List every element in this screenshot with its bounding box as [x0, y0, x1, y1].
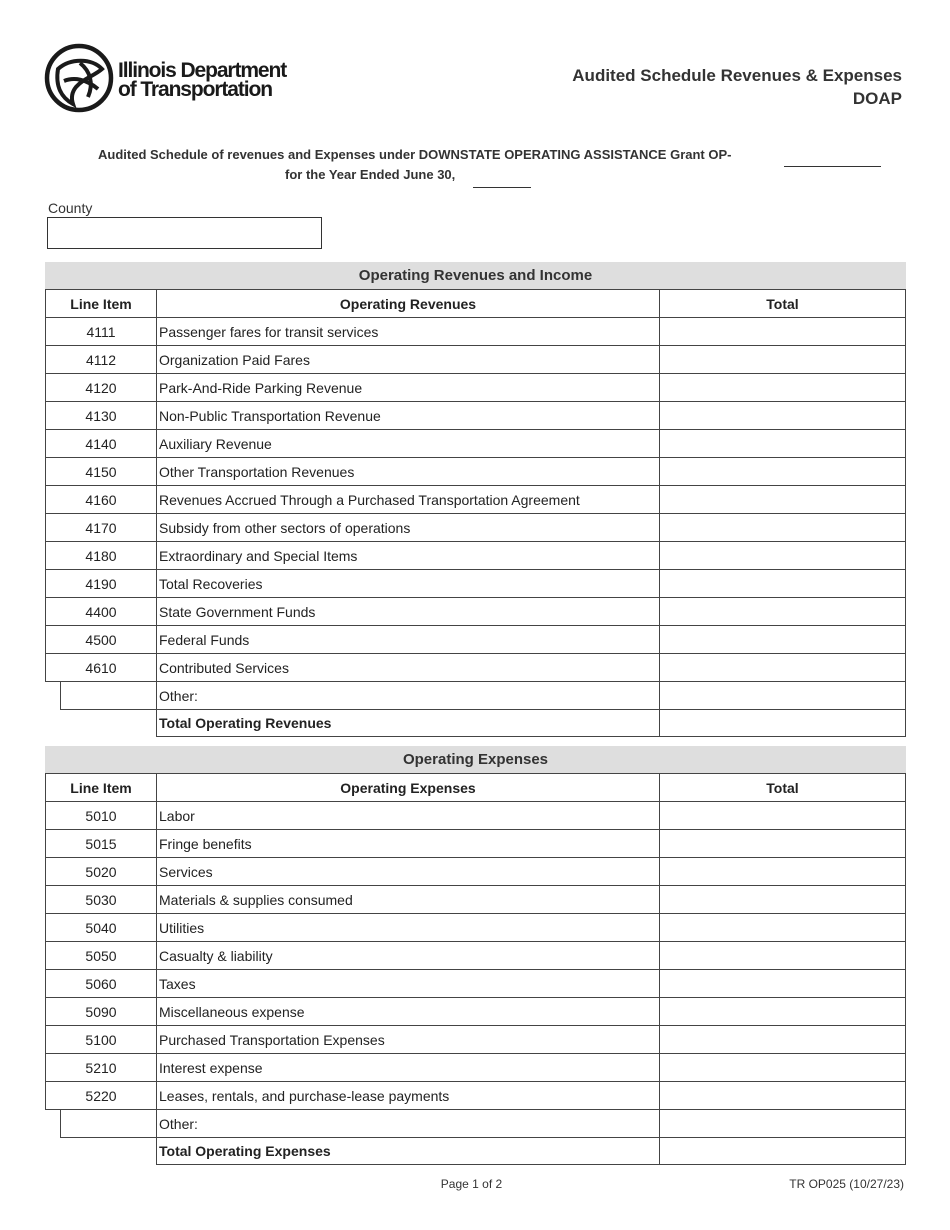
other-code-field[interactable] — [60, 681, 157, 710]
line-item-label: Revenues Accrued Through a Purchased Transportation Agreement — [156, 485, 660, 514]
line-item-total-field[interactable] — [659, 857, 906, 886]
other-total-field[interactable] — [659, 681, 906, 710]
total-header: Total — [659, 773, 906, 802]
line-item-label: State Government Funds — [156, 597, 660, 626]
line-item-code: 5210 — [45, 1053, 157, 1082]
line-item-total-field[interactable] — [659, 1025, 906, 1054]
total-label: Total Operating Revenues — [156, 709, 660, 737]
line-item-header: Line Item — [45, 773, 157, 802]
line-item-code: 4150 — [45, 457, 157, 486]
other-label: Other: — [156, 1109, 660, 1138]
line-item-code: 4111 — [45, 317, 157, 346]
line-item-label: Passenger fares for transit services — [156, 317, 660, 346]
expenses-section-title: Operating Expenses — [45, 746, 906, 773]
line-item-label: Non-Public Transportation Revenue — [156, 401, 660, 430]
line-item-code: 4130 — [45, 401, 157, 430]
year-field[interactable] — [473, 168, 531, 188]
line-item-code: 4180 — [45, 541, 157, 570]
line-item-total-field[interactable] — [659, 429, 906, 458]
line-item-label: Taxes — [156, 969, 660, 998]
description-header: Operating Expenses — [156, 773, 660, 802]
line-item-code: 5010 — [45, 801, 157, 830]
line-item-total-field[interactable] — [659, 801, 906, 830]
form-title-line1: Audited Schedule Revenues & Expenses — [572, 66, 902, 85]
line-item-label: Other Transportation Revenues — [156, 457, 660, 486]
line-item-label: Federal Funds — [156, 625, 660, 654]
line-item-label: Auxiliary Revenue — [156, 429, 660, 458]
other-total-field[interactable] — [659, 1109, 906, 1138]
line-item-label: Miscellaneous expense — [156, 997, 660, 1026]
line-item-label: Contributed Services — [156, 653, 660, 682]
total-header: Total — [659, 289, 906, 318]
line-item-label: Park-And-Ride Parking Revenue — [156, 373, 660, 402]
county-label: County — [48, 200, 93, 216]
form-id: TR OP025 (10/27/23) — [789, 1177, 904, 1191]
grand-total-field[interactable] — [659, 1137, 906, 1165]
line-item-total-field[interactable] — [659, 625, 906, 654]
line-item-code: 5100 — [45, 1025, 157, 1054]
line-item-code: 4112 — [45, 345, 157, 374]
line-item-total-field[interactable] — [659, 457, 906, 486]
line-item-total-field[interactable] — [659, 997, 906, 1026]
line-item-total-field[interactable] — [659, 513, 906, 542]
county-field[interactable] — [47, 217, 322, 249]
line-item-total-field[interactable] — [659, 401, 906, 430]
line-item-code: 5060 — [45, 969, 157, 998]
grant-number-field[interactable] — [784, 148, 881, 167]
line-item-total-field[interactable] — [659, 345, 906, 374]
line-item-total-field[interactable] — [659, 913, 906, 942]
line-item-header: Line Item — [45, 289, 157, 318]
line-item-total-field[interactable] — [659, 597, 906, 626]
line-item-label: Fringe benefits — [156, 829, 660, 858]
line-item-total-field[interactable] — [659, 373, 906, 402]
line-item-label: Leases, rentals, and purchase-lease payments — [156, 1081, 660, 1110]
line-item-total-field[interactable] — [659, 885, 906, 914]
line-item-total-field[interactable] — [659, 569, 906, 598]
line-item-label: Interest expense — [156, 1053, 660, 1082]
line-item-code: 5020 — [45, 857, 157, 886]
form-title-line2: DOAP — [852, 89, 902, 108]
line-item-label: Casualty & liability — [156, 941, 660, 970]
line-item-total-field[interactable] — [659, 969, 906, 998]
line-item-code: 4610 — [45, 653, 157, 682]
line-item-code: 4500 — [45, 625, 157, 654]
description-header: Operating Revenues — [156, 289, 660, 318]
statement-line2: for the Year Ended June 30, — [285, 167, 456, 182]
line-item-code: 4170 — [45, 513, 157, 542]
line-item-code: 5220 — [45, 1081, 157, 1110]
line-item-total-field[interactable] — [659, 1053, 906, 1082]
line-item-total-field[interactable] — [659, 829, 906, 858]
other-label: Other: — [156, 681, 660, 710]
other-code-field[interactable] — [60, 1109, 157, 1138]
line-item-code: 5090 — [45, 997, 157, 1026]
statement-line1: Audited Schedule of revenues and Expenses under DOWNSTATE OPERATING ASSISTANCE Grant OP- — [98, 147, 732, 162]
idot-emblem-icon — [44, 43, 114, 113]
line-item-label: Utilities — [156, 913, 660, 942]
line-item-code: 4160 — [45, 485, 157, 514]
line-item-code: 5040 — [45, 913, 157, 942]
line-item-code: 5030 — [45, 885, 157, 914]
line-item-label: Total Recoveries — [156, 569, 660, 598]
revenues-section-title: Operating Revenues and Income — [45, 262, 906, 289]
line-item-label: Extraordinary and Special Items — [156, 541, 660, 570]
org-name — [118, 61, 286, 99]
line-item-total-field[interactable] — [659, 317, 906, 346]
org-name-line1: Illinois Department — [118, 59, 287, 82]
line-item-label: Services — [156, 857, 660, 886]
line-item-code: 4140 — [45, 429, 157, 458]
total-label: Total Operating Expenses — [156, 1137, 660, 1165]
idot-logo — [44, 43, 314, 115]
line-item-label: Subsidy from other sectors of operations — [156, 513, 660, 542]
line-item-label: Labor — [156, 801, 660, 830]
line-item-code: 4120 — [45, 373, 157, 402]
line-item-total-field[interactable] — [659, 1081, 906, 1110]
line-item-total-field[interactable] — [659, 653, 906, 682]
org-name-line2: of Transportation — [118, 78, 272, 101]
line-item-code: 4400 — [45, 597, 157, 626]
line-item-label: Organization Paid Fares — [156, 345, 660, 374]
page-number: Page 1 of 2 — [440, 1177, 503, 1191]
line-item-label: Materials & supplies consumed — [156, 885, 660, 914]
line-item-total-field[interactable] — [659, 541, 906, 570]
line-item-code: 5015 — [45, 829, 157, 858]
form-title — [572, 64, 902, 110]
line-item-code: 4190 — [45, 569, 157, 598]
line-item-total-field[interactable] — [659, 941, 906, 970]
grand-total-field[interactable] — [659, 709, 906, 737]
line-item-total-field[interactable] — [659, 485, 906, 514]
line-item-label: Purchased Transportation Expenses — [156, 1025, 660, 1054]
line-item-code: 5050 — [45, 941, 157, 970]
